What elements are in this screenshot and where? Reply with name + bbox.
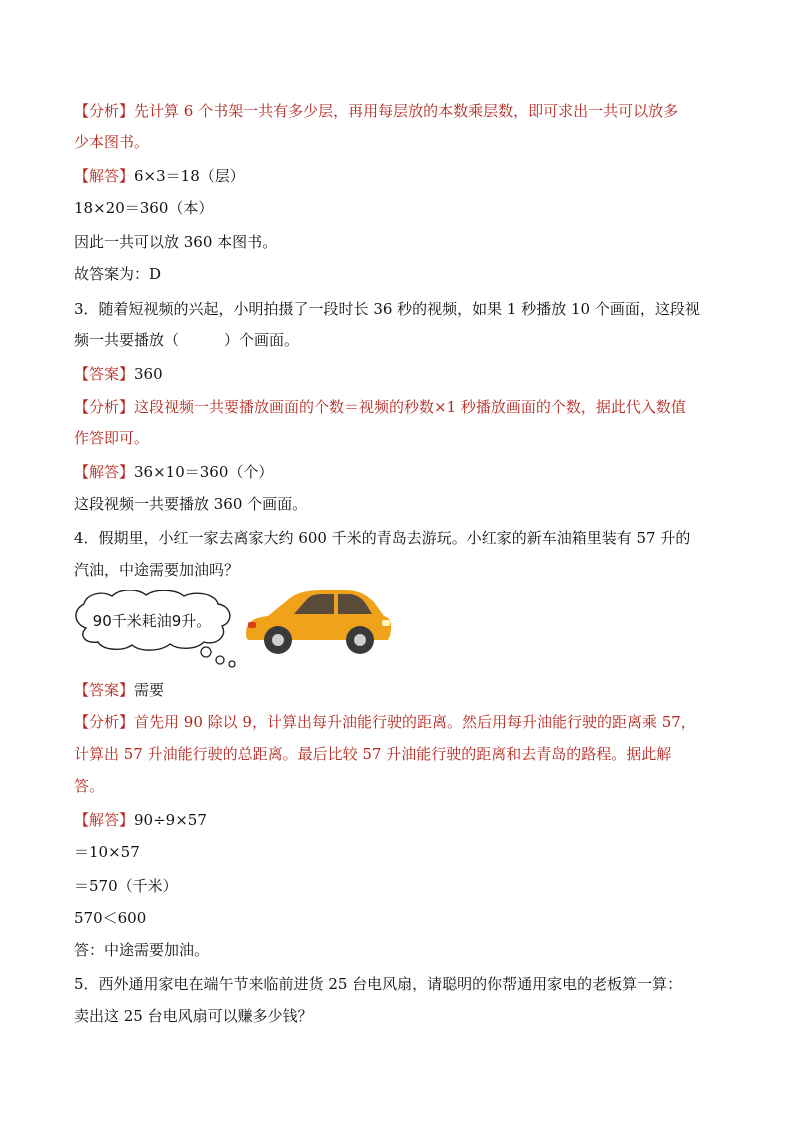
bubble-text: 90千米耗油9升。 — [92, 612, 212, 630]
line-text: 卖出这 25 台电风扇可以赚多少钱？ — [74, 1007, 313, 1025]
text-line — [74, 428, 149, 448]
line-text: 首先用 90 除以 9，计算出每升油能行驶的距离。然后用每升油能行驶的距离乘 57， — [134, 713, 696, 731]
line-text: 需要 — [134, 681, 165, 699]
line-text: 5．西外通用家电在端午节来临前进货 25 台电风扇，请聪明的你帮通用家电的老板算一算： — [74, 975, 683, 993]
line-text: 360 — [134, 365, 163, 383]
text-line — [74, 528, 690, 548]
text-line — [74, 101, 678, 121]
text-line — [74, 330, 299, 350]
line-text: 作答即可。 — [74, 429, 150, 447]
text-line — [74, 876, 178, 896]
line-text: 先计算 6 个书架一共有多少层，再用每层放的本数乘层数，即可求出一共可以放多 — [134, 102, 679, 120]
section-label: 【解答】 — [74, 463, 135, 481]
text-line — [74, 810, 207, 830]
text-line — [74, 974, 682, 994]
text-line — [74, 299, 700, 319]
text-line — [74, 560, 239, 580]
text-line — [74, 166, 245, 186]
text-line — [74, 232, 277, 252]
line-text: 90÷9×57 — [134, 811, 207, 829]
text-line — [74, 264, 161, 284]
text-line — [74, 462, 273, 482]
line-text: 6×3＝18（层） — [134, 167, 245, 185]
line-text: 计算出 57 升油能行驶的总距离。最后比较 57 升油能行驶的距离和去青岛的路程。据此解 — [74, 745, 672, 763]
section-label: 【答案】 — [74, 681, 135, 699]
line-text: ＝570（千米） — [74, 877, 178, 895]
section-label: 【分析】 — [74, 398, 135, 416]
text-line — [74, 397, 686, 417]
section-label: 【分析】 — [74, 102, 135, 120]
line-text: 答。 — [74, 777, 105, 795]
car-illustration — [242, 584, 394, 662]
line-text: 570＜600 — [74, 909, 147, 927]
text-line — [74, 940, 209, 960]
section-label: 【答案】 — [74, 365, 135, 383]
line-text: 故答案为：D — [74, 265, 162, 283]
line-text: 18×20＝360（本） — [74, 199, 214, 217]
text-line — [74, 1006, 313, 1026]
section-label: 【解答】 — [74, 811, 135, 829]
line-text: ＝10×57 — [74, 843, 140, 861]
line-text: 汽油，中途需要加油吗？ — [74, 561, 240, 579]
line-text: 这段视频一共要播放 360 个画面。 — [74, 495, 308, 513]
text-line — [74, 132, 149, 152]
line-text: 因此一共可以放 360 本图书。 — [74, 233, 278, 251]
line-text: 36×10＝360（个） — [134, 463, 274, 481]
section-label: 【解答】 — [74, 167, 135, 185]
text-line — [74, 494, 307, 514]
line-text: 这段视频一共要播放画面的个数＝视频的秒数×1 秒播放画面的个数，据此代入数值 — [134, 398, 686, 416]
text-line — [74, 744, 671, 764]
text-line — [74, 842, 140, 862]
line-text: 频一共要播放（ ）个画面。 — [74, 331, 300, 349]
line-text: 3．随着短视频的兴起，小明拍摄了一段时长 36 秒的视频，如果 1 秒播放 10 个画面，这段视 — [74, 300, 700, 318]
text-line — [74, 680, 164, 700]
line-text: 少本图书。 — [74, 133, 150, 151]
line-text: 4．假期里，小红一家去离家大约 600 千米的青岛去游玩。小红家的新车油箱里装有 57 升的 — [74, 529, 691, 547]
text-line — [74, 364, 163, 384]
text-line — [74, 712, 696, 732]
section-label: 【分析】 — [74, 713, 135, 731]
text-line — [74, 198, 213, 218]
text-line — [74, 776, 104, 796]
thought-bubble — [66, 590, 246, 670]
line-text: 答：中途需要加油。 — [74, 941, 210, 959]
text-line — [74, 908, 146, 928]
